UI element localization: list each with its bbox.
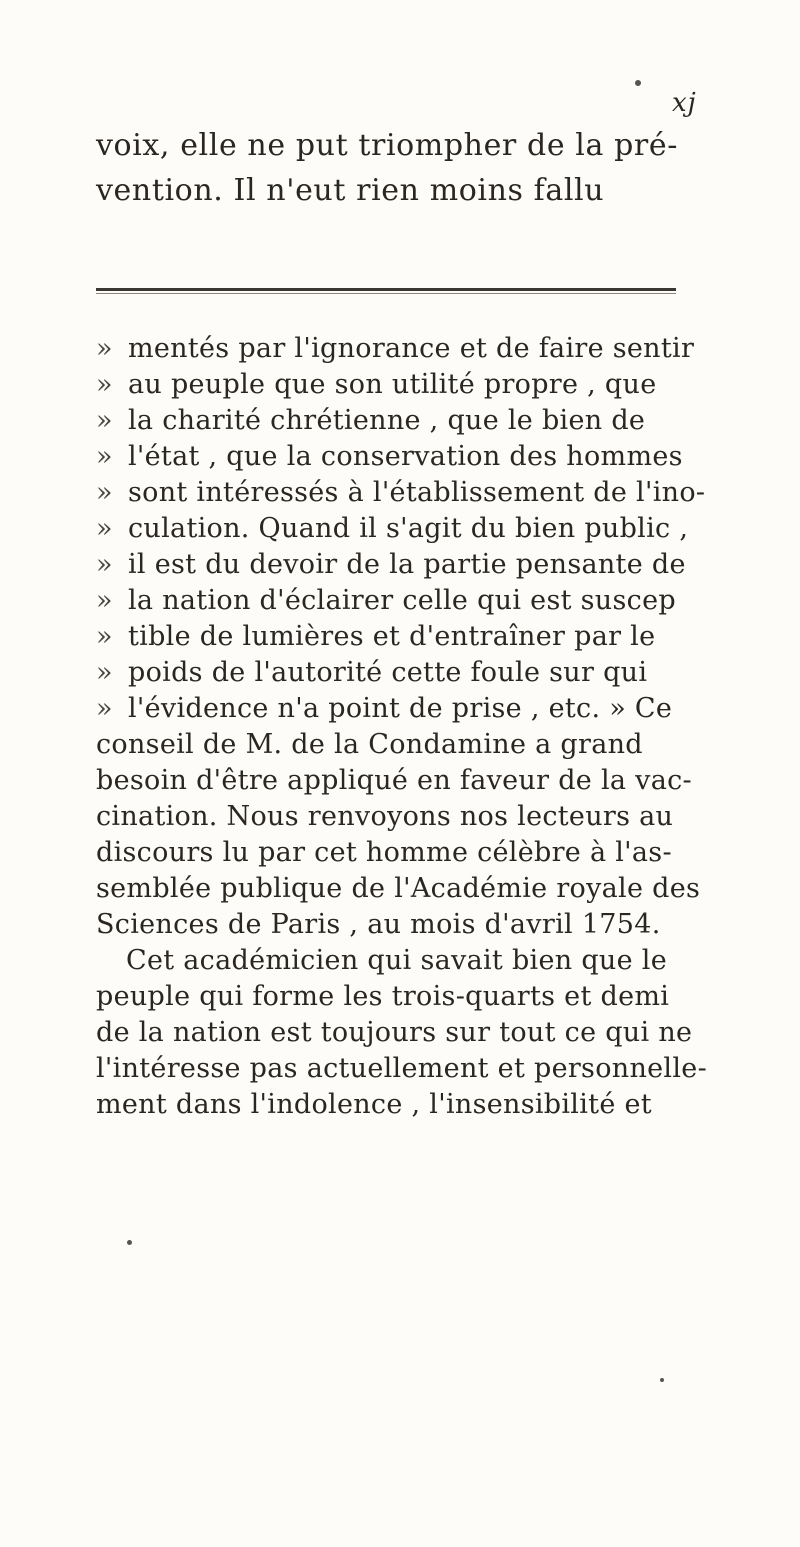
body-line: ment dans l'indolence , l'insensibilité et xyxy=(96,1089,652,1120)
ink-speck xyxy=(660,1378,664,1382)
body-line: peuple qui forme les trois-quarts et demi xyxy=(96,981,670,1012)
body-line: Cet académicien qui savait bien que le xyxy=(126,945,667,976)
guillemet-mark: » xyxy=(96,693,113,724)
quoted-line xyxy=(96,405,645,436)
body-line: Sciences de Paris , au mois d'avril 1754. xyxy=(96,909,661,940)
quoted-line-text: la charité chrétienne , que le bien de xyxy=(128,405,646,436)
quoted-line-text: poids de l'autorité cette foule sur qui xyxy=(128,657,648,688)
body-line: semblée publique de l'Académie royale des xyxy=(96,873,701,904)
guillemet-mark: » xyxy=(96,333,113,364)
quoted-line-text: tible de lumières et d'entraîner par le xyxy=(128,621,656,652)
quoted-line xyxy=(96,621,655,652)
guillemet-mark: » xyxy=(96,621,113,652)
guillemet-mark: » xyxy=(96,369,113,400)
quoted-line xyxy=(96,513,688,544)
quoted-line-text: sont intéressés à l'établissement de l'ino- xyxy=(128,477,706,508)
quoted-line-text: l'état , que la conservation des hommes xyxy=(128,441,683,472)
header-line: voix, elle ne put triompher de la pré- xyxy=(96,128,678,163)
guillemet-mark: » xyxy=(96,405,113,436)
body-line: cination. Nous renvoyons nos lecteurs au xyxy=(96,801,674,832)
guillemet-mark: » xyxy=(96,585,113,616)
ink-speck xyxy=(635,80,641,86)
quoted-line-text: culation. Quand il s'agit du bien public , xyxy=(128,513,689,544)
page-folio: xj xyxy=(672,88,697,118)
header-line: vention. Il n'eut rien moins fallu xyxy=(96,173,605,208)
quoted-line-text: la nation d'éclairer celle qui est suscep xyxy=(128,585,676,616)
quoted-line xyxy=(96,441,683,472)
body-line: discours lu par cet homme célèbre à l'as- xyxy=(96,837,672,868)
quoted-line xyxy=(96,477,705,508)
quoted-line-text: il est du devoir de la partie pensante de xyxy=(128,549,686,580)
quoted-line xyxy=(96,369,657,400)
quoted-line-text: l'évidence n'a point de prise , etc. » Ce xyxy=(128,693,673,724)
quoted-line xyxy=(96,549,686,580)
guillemet-mark: » xyxy=(96,513,113,544)
guillemet-mark: » xyxy=(96,657,113,688)
quoted-line xyxy=(96,693,672,724)
ink-speck xyxy=(127,1240,132,1245)
quoted-line xyxy=(96,585,676,616)
quoted-line xyxy=(96,333,694,364)
guillemet-mark: » xyxy=(96,549,113,580)
body-line: conseil de M. de la Condamine a grand xyxy=(96,729,643,760)
body-line: besoin d'être appliqué en faveur de la vac- xyxy=(96,765,692,796)
body-line: l'intéresse pas actuellement et personnelle- xyxy=(96,1053,707,1084)
quoted-line xyxy=(96,657,647,688)
quoted-line-text: mentés par l'ignorance et de faire sentir xyxy=(128,333,695,364)
body-line: de la nation est toujours sur tout ce qui ne xyxy=(96,1017,693,1048)
section-rule-thin xyxy=(96,293,676,294)
guillemet-mark: » xyxy=(96,477,113,508)
quoted-line-text: au peuple que son utilité propre , que xyxy=(128,369,657,400)
section-rule xyxy=(96,288,676,291)
guillemet-mark: » xyxy=(96,441,113,472)
